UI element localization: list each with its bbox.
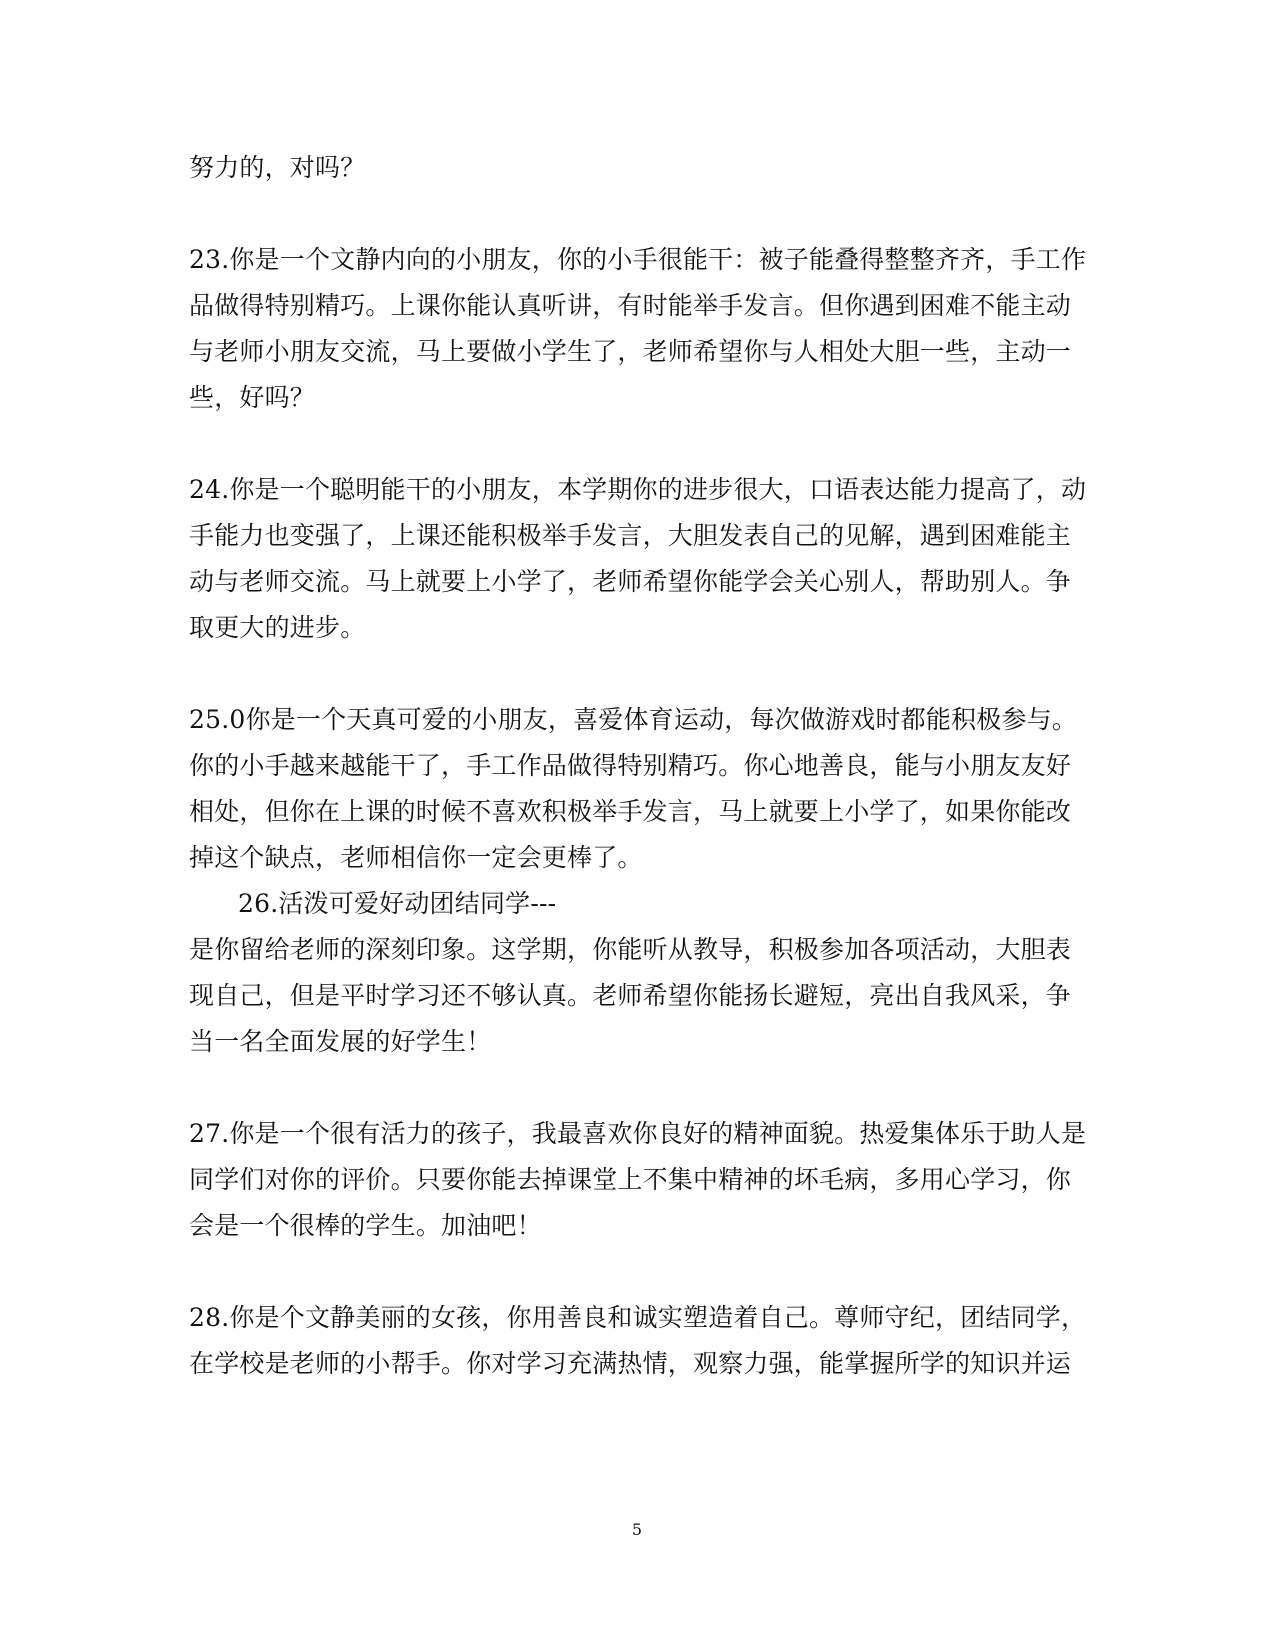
- item-25-line-2: 你的小手越来越能干了，手工作品做得特别精巧。你心地善良，能与小朋友友好: [189, 751, 1072, 780]
- item-26-line-2: 现自己，但是平时学习还不够认真。老师希望你能扬长避短，亮出自我风采，争: [189, 981, 1072, 1010]
- item-24-line-1: 24.你是一个聪明能干的小朋友，本学期你的进步很大，口语表达能力提高了，动: [189, 475, 1087, 504]
- item-24-line-3: 动与老师交流。马上就要上小学了，老师希望你能学会关心别人，帮助别人。争: [189, 567, 1072, 596]
- item-25-line-1: 25.0你是一个天真可爱的小朋友，喜爱体育运动，每次做游戏时都能积极参与。: [189, 705, 1078, 734]
- item-27-line-2: 同学们对你的评价。只要你能去掉课堂上不集中精神的坏毛病，多用心学习，你: [189, 1165, 1072, 1194]
- item-26-line-1: 是你留给老师的深刻印象。这学期，你能听从教导，积极参加各项活动，大胆表: [189, 935, 1072, 964]
- item-23-line-3: 与老师小朋友交流，马上要做小学生了，老师希望你与人相处大胆一些，主动一: [189, 337, 1072, 366]
- item-25-line-4: 掉这个缺点，老师相信你一定会更棒了。: [189, 843, 643, 872]
- item-26-heading: 26.活泼可爱好动团结同学---: [238, 889, 557, 918]
- item-27-line-1: 27.你是一个很有活力的孩子，我最喜欢你良好的精神面貌。热爱集体乐于助人是: [189, 1119, 1087, 1148]
- item-23-line-4: 些，好吗？: [189, 383, 316, 412]
- item-27-line-3: 会是一个很棒的学生。加油吧！: [189, 1211, 542, 1240]
- item-23-line-1: 23.你是一个文静内向的小朋友，你的小手很能干：被子能叠得整整齐齐，手工作: [189, 245, 1087, 274]
- page-number: 5: [631, 1520, 643, 1539]
- item-28-line-2: 在学校是老师的小帮手。你对学习充满热情，观察力强，能掌握所学的知识并运: [189, 1349, 1072, 1378]
- item-24-line-4: 取更大的进步。: [189, 613, 366, 642]
- item-28-line-1: 28.你是个文静美丽的女孩，你用善良和诚实塑造着自己。尊师守纪，团结同学，: [189, 1303, 1087, 1332]
- item-26-line-3: 当一名全面发展的好学生！: [189, 1027, 492, 1056]
- item-23-line-2: 品做得特别精巧。上课你能认真听讲，有时能举手发言。但你遇到困难不能主动: [189, 291, 1072, 320]
- item-25-line-3: 相处，但你在上课的时候不喜欢积极举手发言，马上就要上小学了，如果你能改: [189, 797, 1072, 826]
- continuation-line: 努力的，对吗？: [189, 153, 366, 182]
- item-24-line-2: 手能力也变强了，上课还能积极举手发言，大胆发表自己的见解，遇到困难能主: [189, 521, 1072, 550]
